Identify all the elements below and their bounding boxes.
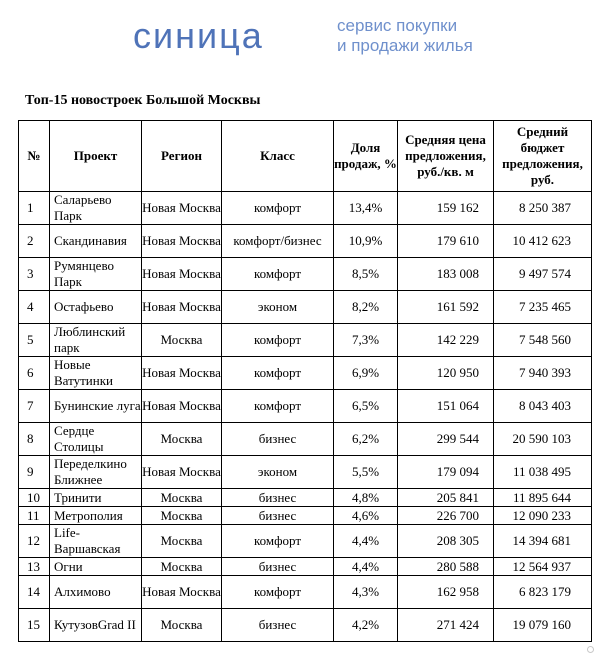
row-share: 6,9%	[334, 357, 398, 390]
row-project: Румянцево Парк	[50, 258, 142, 291]
row-region: Новая Москва	[142, 192, 222, 225]
row-region: Москва	[142, 507, 222, 525]
row-project: КутузовGrad II	[50, 609, 142, 642]
row-share: 4,4%	[334, 525, 398, 558]
row-share: 6,2%	[334, 423, 398, 456]
row-budget: 10 412 623	[494, 225, 592, 258]
row-region: Москва	[142, 558, 222, 576]
row-num: 5	[19, 324, 50, 357]
row-project: Огни	[50, 558, 142, 576]
row-budget: 6 823 179	[494, 576, 592, 609]
row-class: комфорт	[222, 192, 334, 225]
row-share: 4,2%	[334, 609, 398, 642]
table-row	[19, 258, 592, 291]
row-region: Москва	[142, 423, 222, 456]
row-price: 142 229	[398, 324, 494, 357]
row-share: 4,8%	[334, 489, 398, 507]
row-budget: 12 090 233	[494, 507, 592, 525]
tagline-line-1: сервис покупки	[337, 16, 458, 35]
row-price: 280 588	[398, 558, 494, 576]
table-row	[19, 576, 592, 609]
row-budget: 9 497 574	[494, 258, 592, 291]
row-class: эконом	[222, 456, 334, 489]
row-share: 7,3%	[334, 324, 398, 357]
header-project: Проект	[50, 121, 142, 192]
row-share: 4,3%	[334, 576, 398, 609]
row-price: 151 064	[398, 390, 494, 423]
row-class: комфорт	[222, 390, 334, 423]
row-num: 1	[19, 192, 50, 225]
table-row	[19, 357, 592, 390]
row-region: Новая Москва	[142, 225, 222, 258]
row-region: Москва	[142, 489, 222, 507]
row-budget: 8 043 403	[494, 390, 592, 423]
row-project: Новые Ватутинки	[50, 357, 142, 390]
header-region: Регион	[142, 121, 222, 192]
row-class: бизнес	[222, 609, 334, 642]
table-row	[19, 456, 592, 489]
row-num: 9	[19, 456, 50, 489]
row-region: Москва	[142, 525, 222, 558]
row-price: 162 958	[398, 576, 494, 609]
row-price: 208 305	[398, 525, 494, 558]
row-class: комфорт	[222, 324, 334, 357]
row-price: 159 162	[398, 192, 494, 225]
row-num: 8	[19, 423, 50, 456]
row-share: 4,4%	[334, 558, 398, 576]
row-price: 271 424	[398, 609, 494, 642]
row-region: Новая Москва	[142, 258, 222, 291]
row-project: Скандинавия	[50, 225, 142, 258]
row-region: Новая Москва	[142, 576, 222, 609]
row-share: 8,2%	[334, 291, 398, 324]
row-class: комфорт/бизнес	[222, 225, 334, 258]
header-share: Доля продаж, %	[334, 121, 398, 192]
row-class: бизнес	[222, 507, 334, 525]
row-class: эконом	[222, 291, 334, 324]
row-project: Переделкино Ближнее	[50, 456, 142, 489]
tagline-line-2: и продажи жилья	[337, 36, 473, 55]
row-price: 226 700	[398, 507, 494, 525]
row-region: Новая Москва	[142, 291, 222, 324]
row-num: 13	[19, 558, 50, 576]
row-num: 11	[19, 507, 50, 525]
table-row	[19, 192, 592, 225]
header-avg-price: Средняя цена предложения, руб./кв. м	[398, 121, 494, 192]
table-row	[19, 558, 592, 576]
row-num: 2	[19, 225, 50, 258]
row-project: Алхимово	[50, 576, 142, 609]
row-price: 120 950	[398, 357, 494, 390]
header-num: №	[19, 121, 50, 192]
row-budget: 7 235 465	[494, 291, 592, 324]
row-num: 15	[19, 609, 50, 642]
row-region: Москва	[142, 324, 222, 357]
row-price: 179 094	[398, 456, 494, 489]
row-price: 205 841	[398, 489, 494, 507]
row-region: Новая Москва	[142, 390, 222, 423]
row-class: бизнес	[222, 423, 334, 456]
row-num: 10	[19, 489, 50, 507]
row-region: Москва	[142, 609, 222, 642]
row-project: Остафьево	[50, 291, 142, 324]
row-budget: 19 079 160	[494, 609, 592, 642]
row-price: 179 610	[398, 225, 494, 258]
row-project: Тринити	[50, 489, 142, 507]
row-class: бизнес	[222, 558, 334, 576]
logo-wordmark: синица	[133, 15, 264, 56]
table-row	[19, 390, 592, 423]
row-num: 4	[19, 291, 50, 324]
row-share: 4,6%	[334, 507, 398, 525]
table-row	[19, 324, 592, 357]
header-class: Класс	[222, 121, 334, 192]
row-share: 10,9%	[334, 225, 398, 258]
row-budget: 8 250 387	[494, 192, 592, 225]
row-budget: 20 590 103	[494, 423, 592, 456]
row-project: Саларьево Парк	[50, 192, 142, 225]
row-price: 299 544	[398, 423, 494, 456]
row-budget: 11 038 495	[494, 456, 592, 489]
row-num: 6	[19, 357, 50, 390]
row-budget: 11 895 644	[494, 489, 592, 507]
row-num: 14	[19, 576, 50, 609]
row-share: 8,5%	[334, 258, 398, 291]
row-share: 6,5%	[334, 390, 398, 423]
row-price: 161 592	[398, 291, 494, 324]
header-avg-budget: Средний бюджет предложения, руб.	[494, 121, 592, 192]
row-class: комфорт	[222, 357, 334, 390]
row-project: Метрополия	[50, 507, 142, 525]
novostroyki-table	[18, 120, 592, 642]
table-row	[19, 525, 592, 558]
row-budget: 12 564 937	[494, 558, 592, 576]
row-region: Новая Москва	[142, 357, 222, 390]
logo-tagline	[337, 16, 473, 56]
row-budget: 14 394 681	[494, 525, 592, 558]
table-row	[19, 507, 592, 525]
row-budget: 7 548 560	[494, 324, 592, 357]
page-title: Топ-15 новостроек Большой Москвы	[25, 93, 261, 108]
row-class: комфорт	[222, 576, 334, 609]
row-project: Сердце Столицы	[50, 423, 142, 456]
row-share: 13,4%	[334, 192, 398, 225]
table-row	[19, 225, 592, 258]
table-row	[19, 291, 592, 324]
table-row	[19, 489, 592, 507]
row-class: комфорт	[222, 525, 334, 558]
row-project: Люблинский парк	[50, 324, 142, 357]
row-region: Новая Москва	[142, 456, 222, 489]
row-budget: 7 940 393	[494, 357, 592, 390]
row-project: Бунинские луга	[50, 390, 142, 423]
row-price: 183 008	[398, 258, 494, 291]
row-num: 7	[19, 390, 50, 423]
row-num: 3	[19, 258, 50, 291]
row-project: Life-Варшавская	[50, 525, 142, 558]
table-header-row	[19, 121, 592, 192]
row-class: комфорт	[222, 258, 334, 291]
table-row	[19, 423, 592, 456]
corner-mark	[587, 646, 594, 653]
row-share: 5,5%	[334, 456, 398, 489]
row-class: бизнес	[222, 489, 334, 507]
row-num: 12	[19, 525, 50, 558]
table-row	[19, 609, 592, 642]
